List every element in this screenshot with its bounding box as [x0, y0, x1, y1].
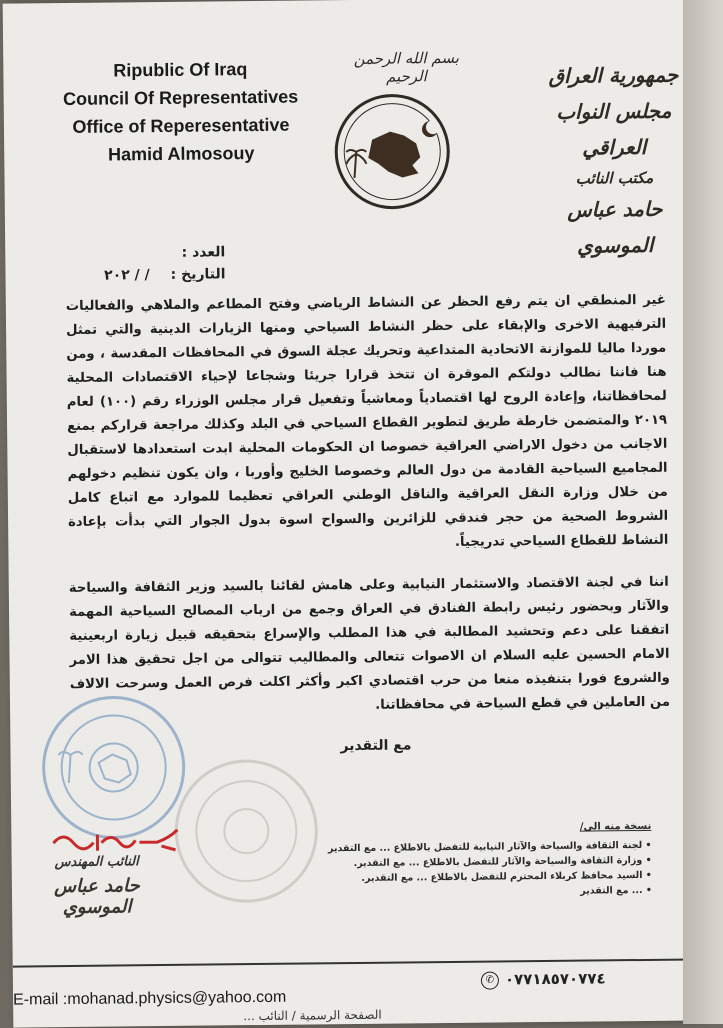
- background-sheet: [683, 0, 723, 1024]
- footer-email: E-mail :mohanad.physics@yahoo.com: [13, 988, 287, 1009]
- header-arabic: [543, 57, 685, 264]
- letter-body: [66, 289, 671, 739]
- signatory-title: النائب المهندس: [54, 854, 139, 871]
- body-paragraph-2: اننا في لجنة الاقتصاد والاستثمار النيابية وعلى هامش لقائنا بالسيد وزير الثقافة والسياحة والآثار وبحضور رئيس رابطة الفنادق في العراق وجمع من ارباب المصالح السياحية المهمة اتفقنا على دعم وتحشيد المطالبة في هذا المطلب والإسراع بتحقيقه قبيل زيارة اربعينية الامام الحسين عليه السلام ان الاصوات تتعالى والمطاليب تتوالى من اجل تحقيق هذا الامر والشروع فورا بتنفيذه منعا من حرب اقتصادي اكبر وأكثر اكلت فرص العمل وسرحت الالاف من العاملين في قطع السياحة في محافظاتنا.: [68, 574, 671, 713]
- date-label: التاريخ :: [170, 266, 226, 283]
- header-ar-council: مجلس النواب العراقي: [556, 98, 672, 160]
- header-en-name: Hamid Almosouy: [107, 143, 255, 165]
- copies-list: [311, 819, 652, 902]
- date-value: / / ٢٠٢: [104, 267, 150, 284]
- number-label: العدد :: [181, 244, 226, 261]
- copies-title: نسخة منه الى/: [579, 820, 652, 833]
- header-ar-name: حامد عباس الموسوي: [567, 196, 663, 258]
- number-row: [25, 241, 225, 265]
- signatory-name: حامد عباس الموسوي: [53, 875, 140, 919]
- header-en-country: Ripublic Of Iraq: [113, 59, 248, 81]
- basmala: بسم الله الرحمن الرحيم: [353, 48, 459, 86]
- copy-item: • السيد محافظ كربلاء المحترم للتفضل بالاطلاع ... مع التقدير.: [312, 868, 652, 887]
- document-meta: [25, 241, 225, 287]
- body-paragraph-1: غير المنطقي ان يتم رفع الحظر عن النشاط الرياضي وفتح المطاعم والملاهي والفعاليات الترفيهية الاخرى والإبقاء على حظر النشاط السياحي ومنها الزيارات الدينية والتي تمثل موردا ماليا للموازنة الاتحادية المتداعية وتحريك عجلة السوق في المحافظات المقدسة ، ومن هنا فاننا نطالب دولتكم الموقرة ان تتخذ قرارا جريئا وشجاعا لإحياء الاقتصادات المحلية لمحافظاتنا، وإعادة الروح لها اقتصادياً ومعاشياً وتفعيل قرار مجلس الوزراء رقم (١٠٠) لعام ٢٠١٩ والمتضمن خارطة طريق لتطوير القطاع السياحي في البلد وكذلك مراجعة قراركم بمنع الاجانب من دخول الاراضي العراقية خصوصا ان الحكومات المحلية ابدت استعدادها لاستقبال المجاميع السياحية القادمة من دول العالم وخصوصا الخليج وأوربا ، وان يكون تنظيم دخولهم من خلال وزارة النقل العراقية والناقل الوطني العراقي تعظيما للموارد مع اتباع كامل الشروط الصحية من حجر فندقي للزائرين والسواح اسوة بدول الجوار التي بدأت بإعادة النشاط للقطاع السياحي تدريجياً.: [65, 292, 669, 550]
- header-ar-office: مكتب النائب: [575, 168, 654, 188]
- phone-number: ٠٧٧١٨٥٧٠٧٧٤: [504, 969, 606, 989]
- footer-phone: [481, 969, 606, 989]
- council-emblem-icon: [332, 91, 453, 212]
- embossed-seal-icon: [171, 755, 323, 907]
- closing-regards: مع التقدير: [340, 737, 412, 755]
- copy-item: • وزارة الثقافة والسياحة والآثار للتفضل بالاطلاع ... مع التقدير.: [312, 853, 652, 872]
- date-row: [25, 263, 225, 287]
- header-ar-country: جمهورية العراق: [548, 62, 679, 88]
- header-english: [45, 54, 316, 169]
- copy-item: • لجنة الثقافة والسياحة والآثار النيابية للتفضل بالاطلاع ... مع التقدير: [311, 838, 651, 857]
- header-en-office: Office of Reperesentative: [72, 114, 290, 137]
- header-en-council: Council Of Representatives: [63, 86, 299, 110]
- footer-divider: [13, 958, 703, 967]
- footer-page-ref: الصفحة الرسمية / النائب ...: [243, 1007, 382, 1024]
- letter-page: [3, 0, 704, 1028]
- phone-icon: ✆: [481, 971, 499, 989]
- copy-item: • ... مع التقدير: [312, 883, 652, 902]
